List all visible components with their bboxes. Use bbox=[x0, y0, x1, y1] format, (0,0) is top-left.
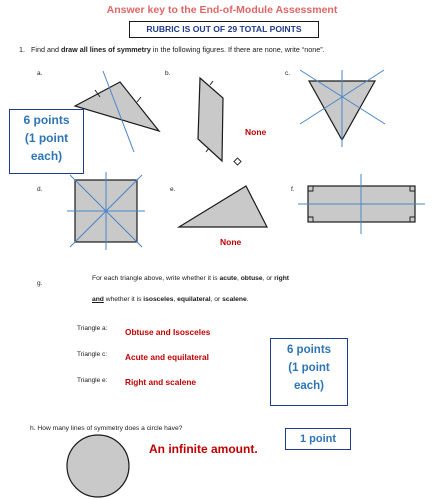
figure-e-label: e. bbox=[170, 186, 176, 193]
g-word-acute: acute bbox=[219, 275, 237, 282]
figure-b-label: b. bbox=[165, 70, 171, 77]
triangle-c-label: Triangle c: bbox=[77, 351, 108, 358]
points-line-1: 6 points bbox=[286, 344, 332, 356]
triangle-a-answer: Obtuse and Isosceles bbox=[125, 327, 211, 337]
prompt-suffix: in the following figures. If there are none, write “none”. bbox=[150, 45, 325, 54]
figure-c-triangle bbox=[300, 70, 385, 147]
prompt-bold: draw all lines of symmetry bbox=[60, 45, 151, 54]
figure-a-label: a. bbox=[37, 70, 43, 77]
question-h-prompt: h. How many lines of symmetry does a circle have? bbox=[30, 425, 183, 432]
g-sep: , or bbox=[262, 275, 275, 282]
triangle-e-label: Triangle e: bbox=[77, 377, 108, 384]
g-word-obtuse: obtuse bbox=[240, 275, 263, 282]
g-line1-prefix: For each triangle above, write whether it is bbox=[92, 275, 220, 282]
rubric-banner: RUBRIC IS OUT OF 29 TOTAL POINTS bbox=[129, 21, 319, 38]
g-word-equilateral: equilateral bbox=[177, 296, 211, 303]
g-line2-mid: whether it is bbox=[103, 296, 144, 303]
triangle-c-answer: Acute and equilateral bbox=[125, 352, 209, 362]
prompt-prefix: Find and bbox=[31, 45, 61, 54]
g-word-isosceles: isosceles bbox=[143, 296, 174, 303]
g-word-right: right bbox=[274, 275, 290, 282]
points-box-question-1 bbox=[9, 109, 84, 174]
figure-a-triangle bbox=[75, 71, 159, 152]
triangle-e-answer: Right and scalene bbox=[125, 377, 197, 387]
points-line-2: (1 point bbox=[288, 362, 330, 374]
question-number: 1. bbox=[19, 45, 25, 54]
question-h-answer: An infinite amount. bbox=[149, 442, 258, 456]
g-sep: , bbox=[173, 296, 178, 303]
points-line-3: each) bbox=[293, 380, 325, 392]
page-title: Answer key to the End-of-Module Assessment bbox=[106, 4, 338, 16]
g-word-scalene: scalene bbox=[222, 296, 247, 303]
figure-b-parallelogram bbox=[198, 78, 241, 165]
figure-f-label: f. bbox=[291, 186, 295, 193]
g-sep: , bbox=[236, 275, 241, 282]
g-sep: , or bbox=[210, 296, 223, 303]
points-line-1: 6 points bbox=[23, 113, 70, 127]
question-g-line-2 bbox=[92, 296, 412, 303]
figure-h-circle bbox=[67, 435, 129, 497]
figure-d-square bbox=[67, 172, 145, 250]
question-g-line-1 bbox=[92, 275, 412, 282]
g-word-and: and bbox=[92, 296, 104, 303]
figure-d-label: d. bbox=[37, 186, 43, 193]
triangle-a-label: Triangle a: bbox=[77, 325, 108, 332]
figure-e-triangle bbox=[179, 186, 267, 227]
points-line-2: (1 point bbox=[24, 131, 69, 145]
figure-c-label: c. bbox=[285, 70, 291, 77]
question-g-letter: g. bbox=[37, 280, 43, 287]
points-box-question-g bbox=[270, 338, 348, 406]
points-box-question-h: 1 point bbox=[285, 428, 351, 450]
figure-b-answer: None bbox=[245, 127, 267, 137]
g-period: . bbox=[246, 296, 249, 303]
figure-f-rectangle bbox=[298, 174, 425, 234]
points-line-3: each) bbox=[30, 149, 63, 163]
figure-e-answer: None bbox=[220, 237, 242, 247]
